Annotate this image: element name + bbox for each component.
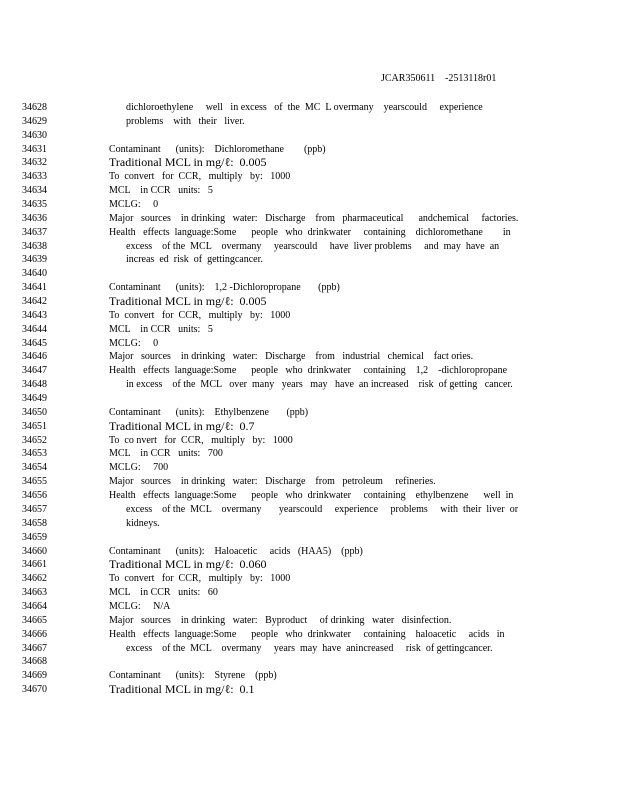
line-text: MCLG: N/A <box>109 600 171 612</box>
line-text: Major sources in drinking water: Discharge from industrial chemical fact ories. <box>109 351 474 363</box>
line-number: 34669 <box>22 670 47 682</box>
line-number: 34643 <box>22 309 47 321</box>
document-line <box>22 253 602 267</box>
document-line <box>22 503 602 517</box>
line-text: To convert for CCR, multiply by: 1000 <box>109 171 291 183</box>
document-line <box>22 350 602 364</box>
document-line <box>22 586 602 600</box>
line-number: 34647 <box>22 365 47 377</box>
line-number: 34659 <box>22 531 47 543</box>
line-number: 34648 <box>22 379 47 391</box>
line-text: dichloroethylene well in excess of the MC L overmany yearscould experience <box>126 102 483 113</box>
line-text: MCL in CCR units: 5 <box>109 185 213 197</box>
document-line <box>22 545 602 559</box>
line-number: 34655 <box>22 476 47 488</box>
line-text: in excess of the MCL over many years may have an increased risk of getting cancer. <box>126 379 513 391</box>
line-number: 34636 <box>22 212 47 224</box>
document-line <box>22 655 602 669</box>
document-line <box>22 447 602 461</box>
line-number: 34649 <box>22 393 47 405</box>
line-text: Health effects language:Some people who drinkwater containing haloacetic acids in <box>109 628 505 640</box>
line-number: 34670 <box>22 684 47 696</box>
line-text: excess of the MCL overmany yearscould have liver problems and may have an <box>126 240 500 252</box>
document-line <box>22 115 602 129</box>
line-number: 34644 <box>22 323 47 335</box>
line-number: 34635 <box>22 199 47 211</box>
document-line <box>22 434 602 448</box>
document-line <box>22 198 602 212</box>
line-text: MCL in CCR units: 700 <box>109 448 223 460</box>
mcl-heading: Traditional MCL in mg/ℓ: 0.1 <box>109 682 255 697</box>
mcl-heading: Traditional MCL in mg/ℓ: 0.7 <box>109 418 255 433</box>
document-line <box>22 531 602 545</box>
line-text: MCLG: 0 <box>109 199 159 211</box>
line-number: 34667 <box>22 642 47 654</box>
line-text: Health effects language:Some people who drinkwater containing dichloromethane in <box>109 226 511 238</box>
document-line <box>22 683 602 697</box>
line-number: 34639 <box>22 254 47 266</box>
document-line <box>22 378 602 392</box>
document-line <box>22 461 602 475</box>
document-line <box>22 614 602 628</box>
line-number: 34657 <box>22 503 47 515</box>
document-line <box>22 489 602 503</box>
line-number: 34653 <box>22 448 47 460</box>
line-text: To convert for CCR, multiply by: 1000 <box>109 573 291 585</box>
line-text: Major sources in drinking water: Discharge from pharmaceutical andchemical factories. <box>109 212 519 224</box>
line-text: Health effects language:Some people who drinkwater containing 1,2 -dichloropropane <box>109 365 508 377</box>
line-text: kidneys. <box>126 517 160 529</box>
document-line <box>22 226 602 240</box>
document-line <box>22 184 602 198</box>
line-text: Contaminant (units): Ethylbenzene (ppb) <box>109 406 309 418</box>
line-text: To co nvert for CCR, multiply by: 1000 <box>109 434 293 446</box>
document-line <box>22 572 602 586</box>
line-number: 34652 <box>22 434 47 446</box>
line-number: 34650 <box>22 406 47 418</box>
line-number: 34638 <box>22 240 47 252</box>
line-number: 34656 <box>22 490 47 502</box>
line-text: To convert for CCR, multiply by: 1000 <box>109 309 291 321</box>
line-number: 34654 <box>22 462 47 474</box>
line-text: problems with their liver. <box>126 115 245 127</box>
document-line <box>22 642 602 656</box>
document-line <box>22 600 602 614</box>
line-number: 34661 <box>22 559 47 571</box>
document-line <box>22 628 602 642</box>
mcl-heading: Traditional MCL in mg/ℓ: 0.005 <box>109 155 267 170</box>
document-line <box>22 212 602 226</box>
document-line <box>22 337 602 351</box>
document-line <box>22 240 602 254</box>
line-text: MCL in CCR units: 5 <box>109 323 213 335</box>
line-text: MCLG: 0 <box>109 337 159 349</box>
document-line <box>22 420 602 434</box>
line-number: 34665 <box>22 614 47 626</box>
document-line <box>22 267 602 281</box>
document-line <box>22 323 602 337</box>
line-number: 34658 <box>22 517 47 529</box>
document-line <box>22 406 602 420</box>
document-line <box>22 156 602 170</box>
line-number: 34630 <box>22 129 47 141</box>
line-number: 34666 <box>22 628 47 640</box>
line-number: 34628 <box>22 102 47 113</box>
line-number: 34660 <box>22 545 47 557</box>
line-text: excess of the MCL overmany yearscould experience problems with their liver or <box>126 503 519 515</box>
line-number: 34664 <box>22 600 47 612</box>
document-line <box>22 475 602 489</box>
line-text: Contaminant (units): Dichloromethane (ppb) <box>109 143 326 155</box>
document-line <box>22 392 602 406</box>
line-number: 34645 <box>22 337 47 349</box>
line-text: excess of the MCL overmany years may have anincreased risk of gettingcancer. <box>126 642 493 654</box>
document-line <box>22 558 602 572</box>
document-line <box>22 309 602 323</box>
document-line <box>22 364 602 378</box>
document-line <box>22 517 602 531</box>
line-number: 34668 <box>22 656 47 668</box>
document-line <box>22 170 602 184</box>
document-line <box>22 129 602 143</box>
document-header-id: JCAR350611 -2513118r01 <box>381 73 497 84</box>
line-number: 34651 <box>22 420 47 432</box>
line-number: 34632 <box>22 157 47 169</box>
line-number: 34631 <box>22 143 47 155</box>
line-text: increas ed risk of gettingcancer. <box>126 254 263 266</box>
line-number: 34634 <box>22 185 47 197</box>
line-text: Contaminant (units): 1,2 -Dichloropropane (ppb) <box>109 282 340 294</box>
document-line <box>22 295 602 309</box>
line-number: 34641 <box>22 282 47 294</box>
line-number: 34646 <box>22 351 47 363</box>
line-number: 34629 <box>22 115 47 127</box>
line-text: MCLG: 700 <box>109 462 169 474</box>
line-text: Health effects language:Some people who drinkwater containing ethylbenzene well in <box>109 490 514 502</box>
line-text: MCL in CCR units: 60 <box>109 587 218 599</box>
document-body <box>22 101 602 697</box>
line-text: Major sources in drinking water: Byproduct of drinking water disinfection. <box>109 614 452 626</box>
line-number: 34637 <box>22 226 47 238</box>
document-line <box>22 101 602 115</box>
document-line <box>22 281 602 295</box>
line-text: Contaminant (units): Haloacetic acids (HAA5) (ppb) <box>109 545 363 557</box>
line-number: 34662 <box>22 573 47 585</box>
document-line <box>22 669 602 683</box>
document-line <box>22 143 602 157</box>
line-text: Contaminant (units): Styrene (ppb) <box>109 670 277 682</box>
mcl-heading: Traditional MCL in mg/ℓ: 0.060 <box>109 557 267 572</box>
line-number: 34640 <box>22 268 47 280</box>
line-number: 34642 <box>22 296 47 308</box>
mcl-heading: Traditional MCL in mg/ℓ: 0.005 <box>109 294 267 309</box>
line-number: 34663 <box>22 587 47 599</box>
line-number: 34633 <box>22 171 47 183</box>
line-text: Major sources in drinking water: Discharge from petroleum refineries. <box>109 476 436 488</box>
